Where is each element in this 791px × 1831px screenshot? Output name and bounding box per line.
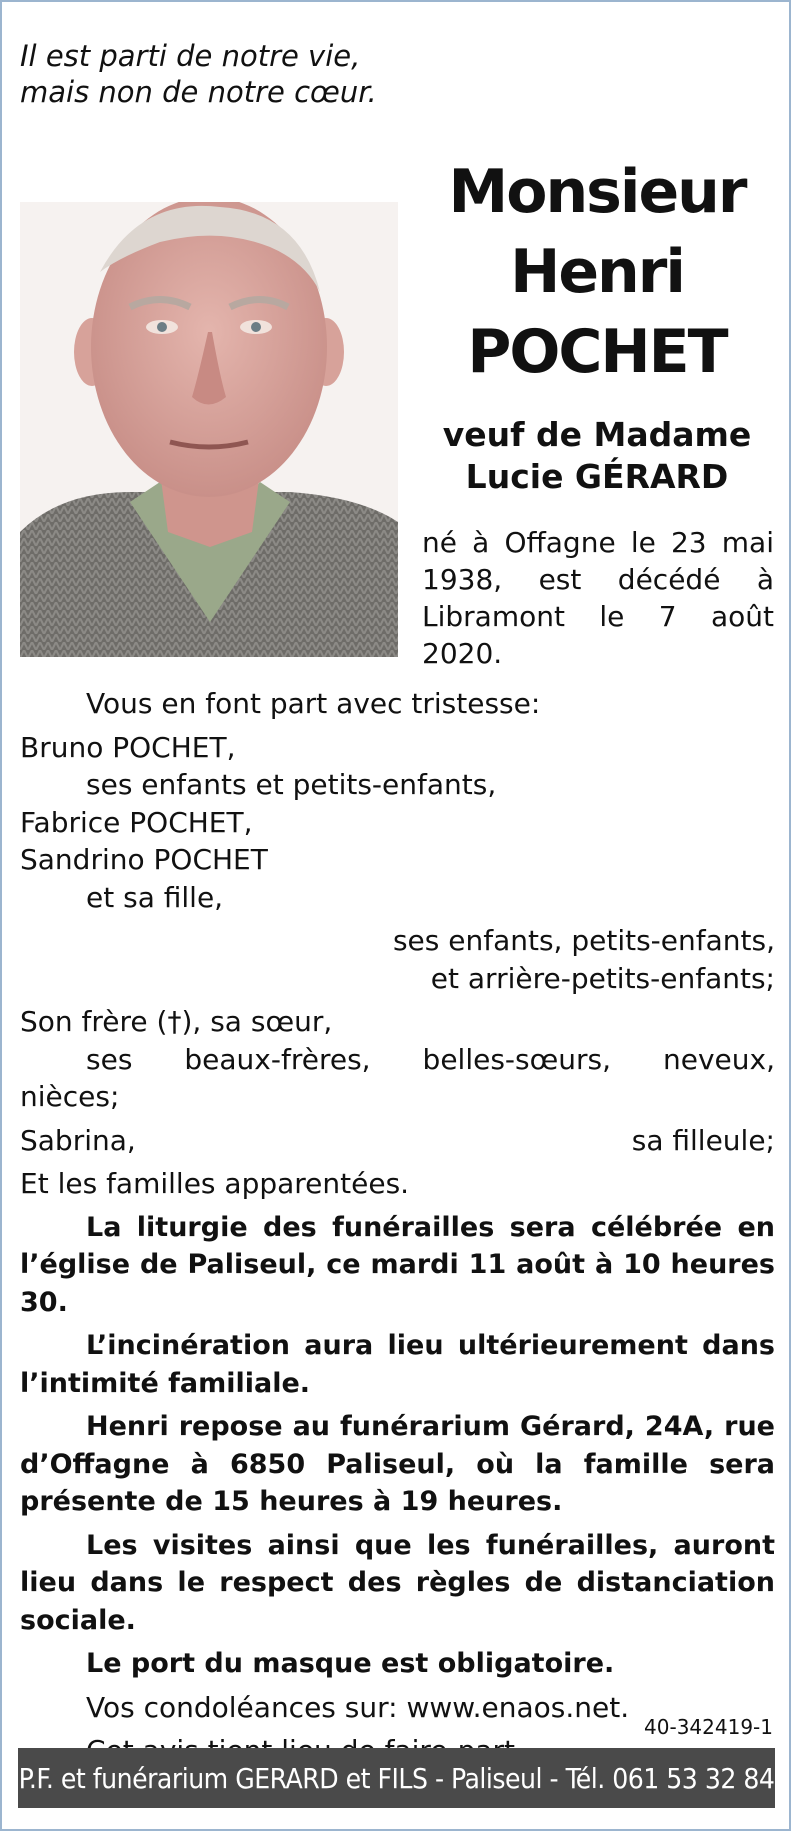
quote-line-2: mais non de notre cœur. [20, 75, 377, 109]
announcement-body [20, 685, 775, 1770]
first-name: Henri [510, 237, 684, 307]
portrait-photo [20, 202, 398, 657]
portrait-photo-icon [20, 202, 398, 657]
family-member: Bruno POCHET, [20, 730, 236, 764]
incineration-text: L’incinération aura lieu ultérieurement dans l’intimité familiale. [20, 1330, 775, 1399]
last-name: POCHET [467, 317, 727, 387]
family-member: et arrière-petits-enfants; [430, 961, 775, 995]
name-title: Monsieur [448, 157, 746, 227]
mask-text: Le port du masque est obligatoire. [86, 1648, 615, 1679]
widow-line-2: Lucie GÉRARD [465, 457, 729, 496]
family-word: ses [86, 1042, 133, 1076]
related-families: Et les familles apparentées. [20, 1167, 410, 1200]
family-member [20, 1041, 775, 1079]
family-word: neveux, [662, 1042, 775, 1076]
intro-text: Vous en font part avec tristesse: [86, 687, 541, 720]
birth-death-info: né à Offagne le 23 mai 1938, est décédé à Libramont le 7 août 2020. [422, 526, 774, 670]
funeral-home-banner: P.F. et funérarium GERARD et FILS - Paliseul - Tél. 061 53 32 84 [18, 1748, 775, 1808]
family-member: Fabrice POCHET, [20, 805, 253, 839]
memorial-quote [20, 38, 377, 110]
deceased-name [412, 152, 782, 392]
reference-number: 40-342419-1 [644, 1715, 773, 1739]
family-member: ses enfants et petits-enfants, [86, 768, 497, 801]
condolences-text: Vos condoléances sur: www.enaos.net. [86, 1690, 630, 1724]
family-member: Son frère (†), sa sœur, [20, 1005, 333, 1038]
family-member: Sandrino POCHET [20, 843, 268, 876]
widow-of [412, 414, 782, 498]
family-word: beaux-frères, [184, 1042, 371, 1076]
widow-line-1: veuf de Madame [442, 415, 752, 454]
goddaughter-name: Sabrina, [20, 1123, 136, 1157]
quote-line-1: Il est parti de notre vie, [20, 39, 361, 73]
family-member: et sa fille, [86, 880, 224, 914]
family-member: nièces; [20, 1080, 120, 1113]
goddaughter-line [20, 1122, 775, 1160]
goddaughter-role: sa filleule; [631, 1123, 775, 1157]
liturgy-text: La liturgie des funérailles sera célébrée en l’église de Paliseul, ce mardi 11 août à 10 heures 30. [20, 1211, 775, 1318]
family-member: ses enfants, petits-enfants, [392, 924, 775, 957]
rest-location-text: Henri repose au funérarium Gérard, 24A, rue d’Offagne à 6850 Paliseul, où la famille sera présente de 15 heures à 19 heures. [20, 1411, 775, 1517]
family-word: belles-sœurs, [422, 1042, 611, 1076]
distancing-text: Les visites ainsi que les funérailles, auront lieu dans le respect des règles de distanciation sociale. [20, 1529, 775, 1636]
